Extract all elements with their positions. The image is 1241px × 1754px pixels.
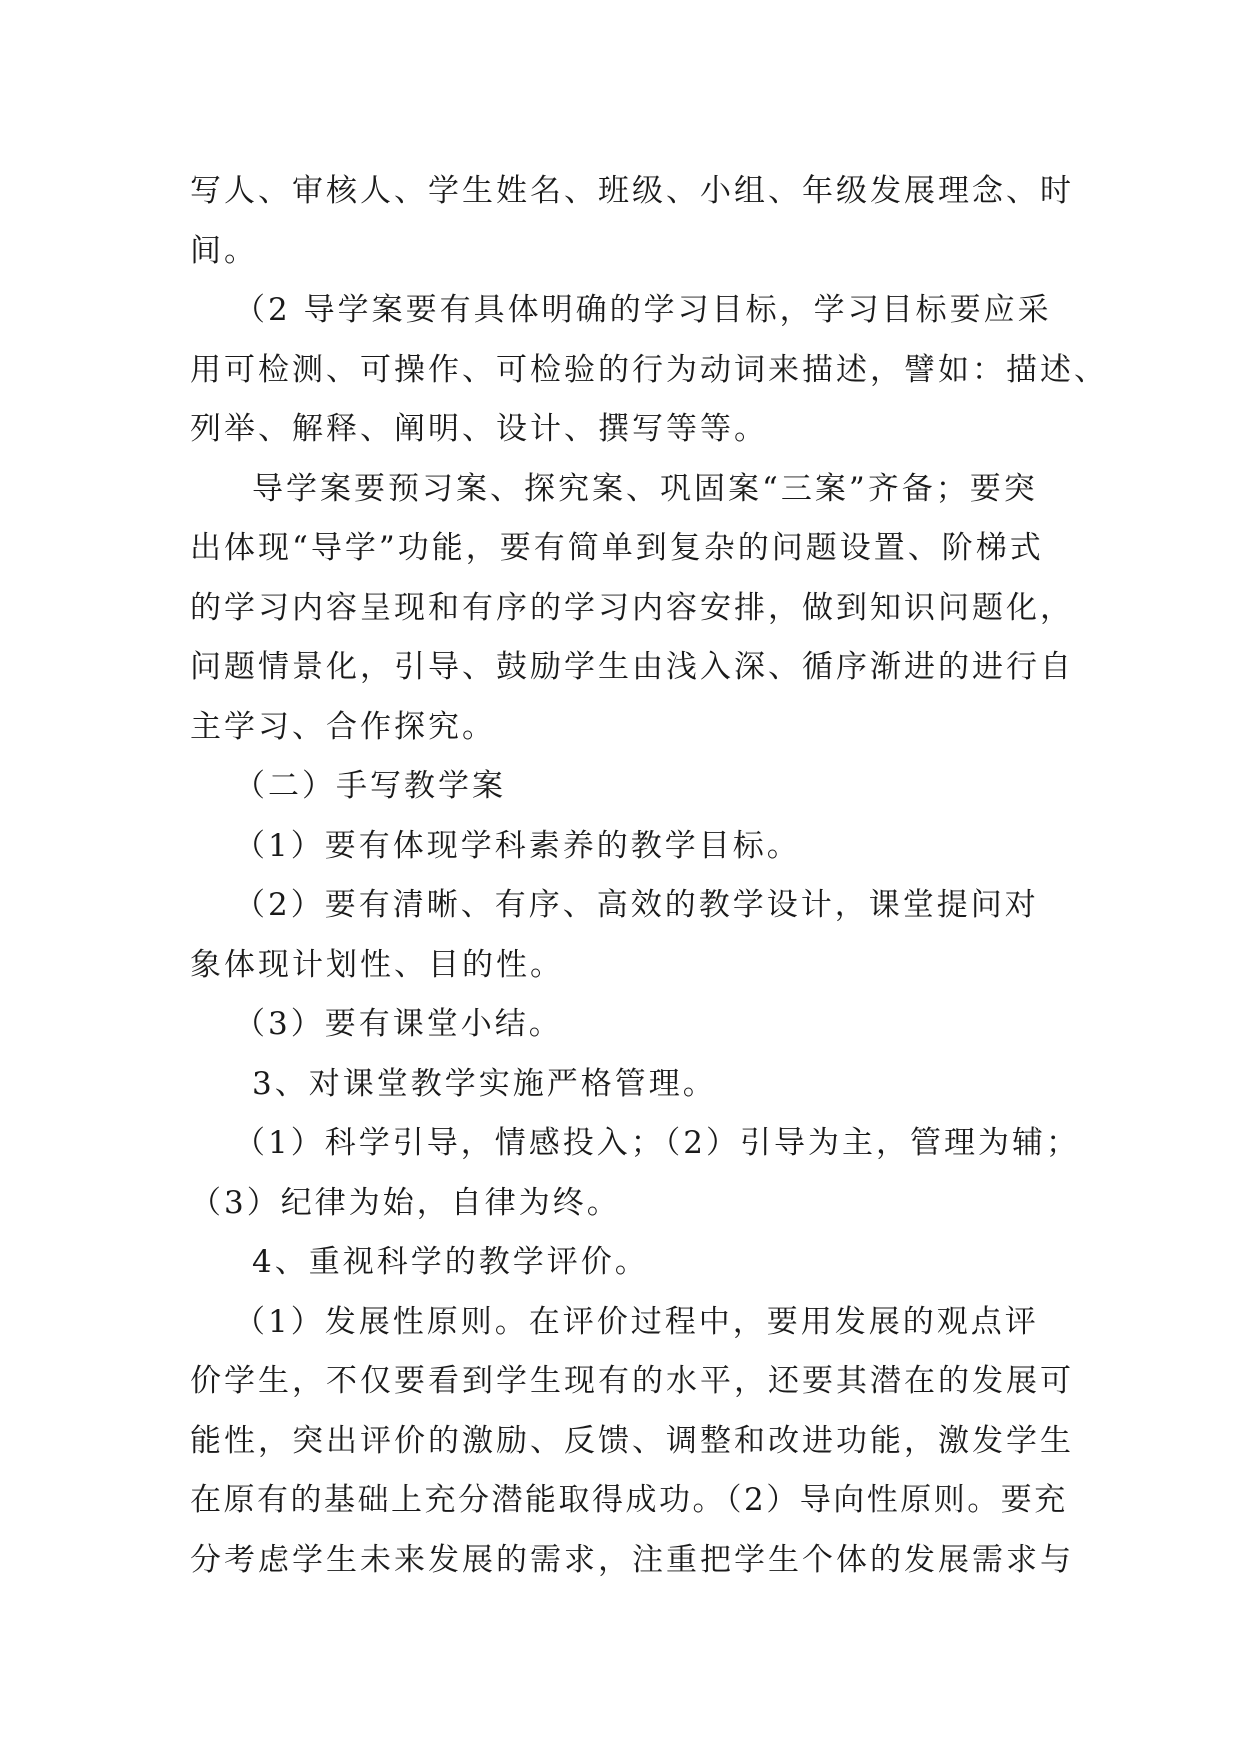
text-line: （1）科学引导，情感投入；（2）引导为主，管理为辅； (234, 1125, 1080, 1161)
section-heading: （二）手写教学案 (234, 768, 506, 804)
text-line: （3）要有课堂小结。 (234, 1006, 563, 1042)
text-line: 的学习内容呈现和有序的学习内容安排，做到知识问题化， (190, 589, 1074, 626)
section-heading: 3、对课堂教学实施严格管理。 (252, 1065, 717, 1102)
text-line: 主学习、合作探究。 (190, 708, 496, 745)
text-line: 分考虑学生未来发展的需求，注重把学生个体的发展需求与 (190, 1541, 1074, 1578)
text-line: 出体现“导学”功能，要有简单到复杂的问题设置、阶梯式 (190, 530, 1044, 566)
text-line: 能性，突出评价的激励、反馈、调整和改进功能，激发学生 (190, 1422, 1074, 1459)
text-line: 用可检测、可操作、可检验的行为动词来描述，譬如：描述、 (190, 351, 1108, 388)
text-line: 间。 (190, 232, 258, 269)
section-heading: 4、重视科学的教学评价。 (252, 1244, 649, 1280)
text-line: （3）纪律为始，自律为终。 (190, 1184, 621, 1221)
text-line: （2 导学案要有具体明确的学习目标，学习目标要应采 (234, 292, 1052, 328)
document-body (190, 162, 1108, 1590)
text-line: 在原有的基础上充分潜能取得成功。（2）导向性原则。要充 (190, 1482, 1068, 1518)
text-line: （1）发展性原则。在评价过程中，要用发展的观点评 (234, 1303, 1039, 1340)
text-line: （2）要有清晰、有序、高效的教学设计，课堂提问对 (234, 887, 1039, 923)
text-line: 价学生，不仅要看到学生现有的水平，还要其潜在的发展可 (190, 1363, 1074, 1399)
text-line: 问题情景化，引导、鼓励学生由浅入深、循序渐进的进行自 (190, 649, 1074, 685)
text-line: （1）要有体现学科素养的教学目标。 (234, 827, 801, 864)
text-line: 写人、审核人、学生姓名、班级、小组、年级发展理念、时 (190, 173, 1074, 209)
text-line: 导学案要预习案、探究案、巩固案“三案”齐备；要突 (252, 470, 1038, 507)
text-line: 列举、解释、阐明、设计、撰写等等。 (190, 411, 768, 447)
text-line: 象体现计划性、目的性。 (190, 946, 564, 983)
